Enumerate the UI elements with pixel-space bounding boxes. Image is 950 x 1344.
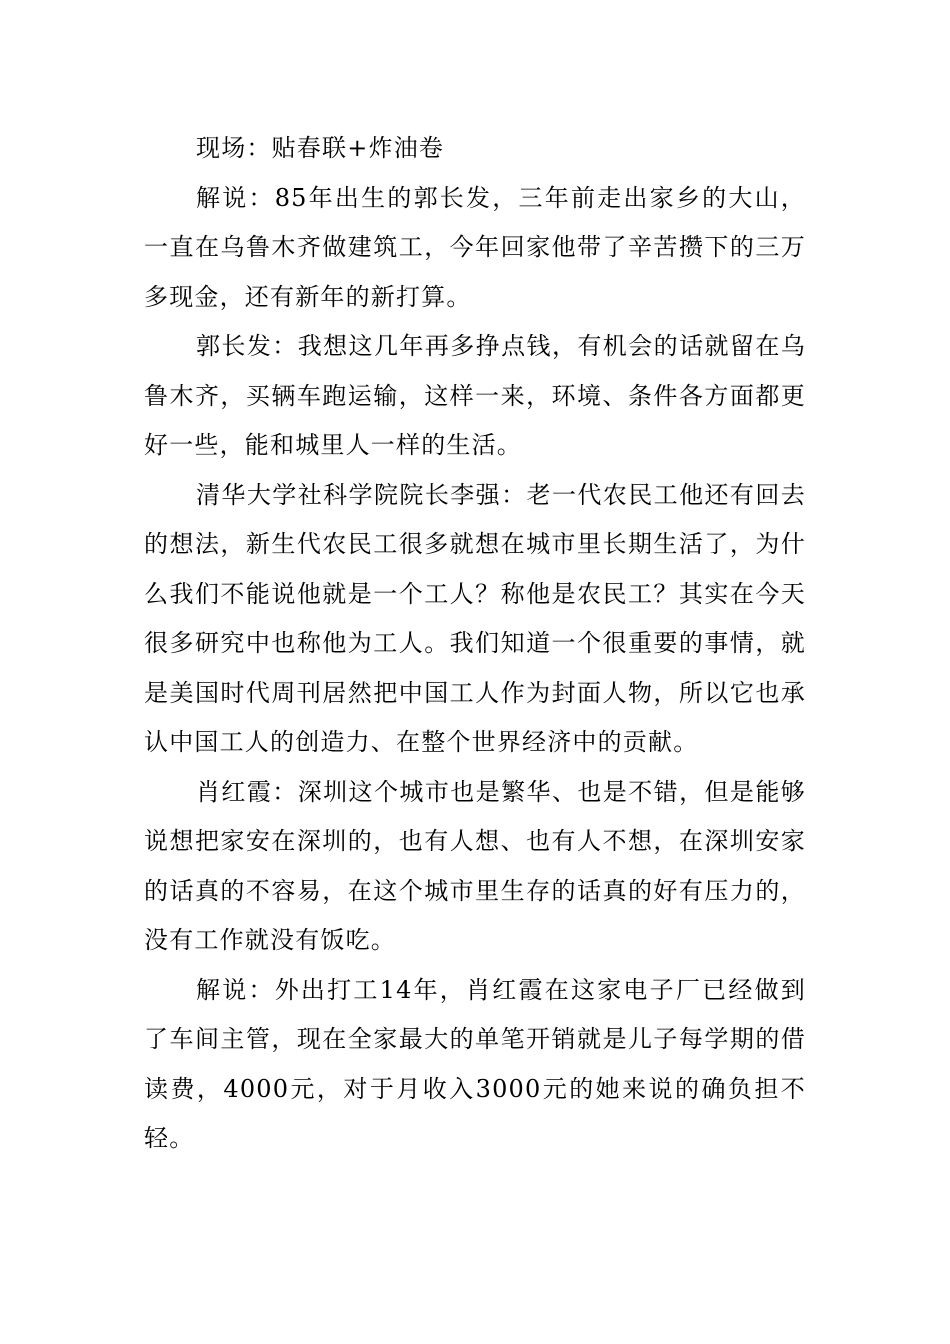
paragraph-narration-1: 解说：85年出生的郭长发，三年前走出家乡的大山，一直在乌鲁木齐做建筑工，今年回家他带了辛苦攒下的三万多现金，还有新年的新打算。	[144, 183, 806, 311]
paragraph-xiao-hongxia: 肖红霞：深圳这个城市也是繁华、也是不错，但是能够说想把家安在深圳的，也有人想、也有人不想，在深圳安家的话真的不容易，在这个城市里生存的话真的好有压力的，没有工作就没有饭吃。	[144, 777, 806, 954]
paragraph-li-qiang: 清华大学社科学院院长李强：老一代农民工他还有回去的想法，新生代农民工很多就想在城市里长期生活了，为什么我们不能说他就是一个工人？称他是农民工？其实在今天很多研究中也称他为工人。我们知道一个很重要的事情，就是美国时代周刊居然把中国工人作为封面人物，所以它也承认中国工人的创造力、在整个世界经济中的贡献。	[144, 480, 806, 756]
paragraph-scene: 现场：贴春联+炸油卷	[196, 134, 445, 162]
paragraph-guo-changfa: 郭长发：我想这几年再多挣点钱，有机会的话就留在乌鲁木齐，买辆车跑运输，这样一来，环境、条件各方面都更好一些，能和城里人一样的生活。	[144, 332, 806, 459]
paragraph-narration-2: 解说：外出打工14年，肖红霞在这家电子厂已经做到了车间主管，现在全家最大的单笔开销就是儿子每学期的借读费，4000元，对于月收入3000元的她来说的确负担不轻。	[144, 975, 806, 1152]
document-page	[144, 124, 806, 1164]
